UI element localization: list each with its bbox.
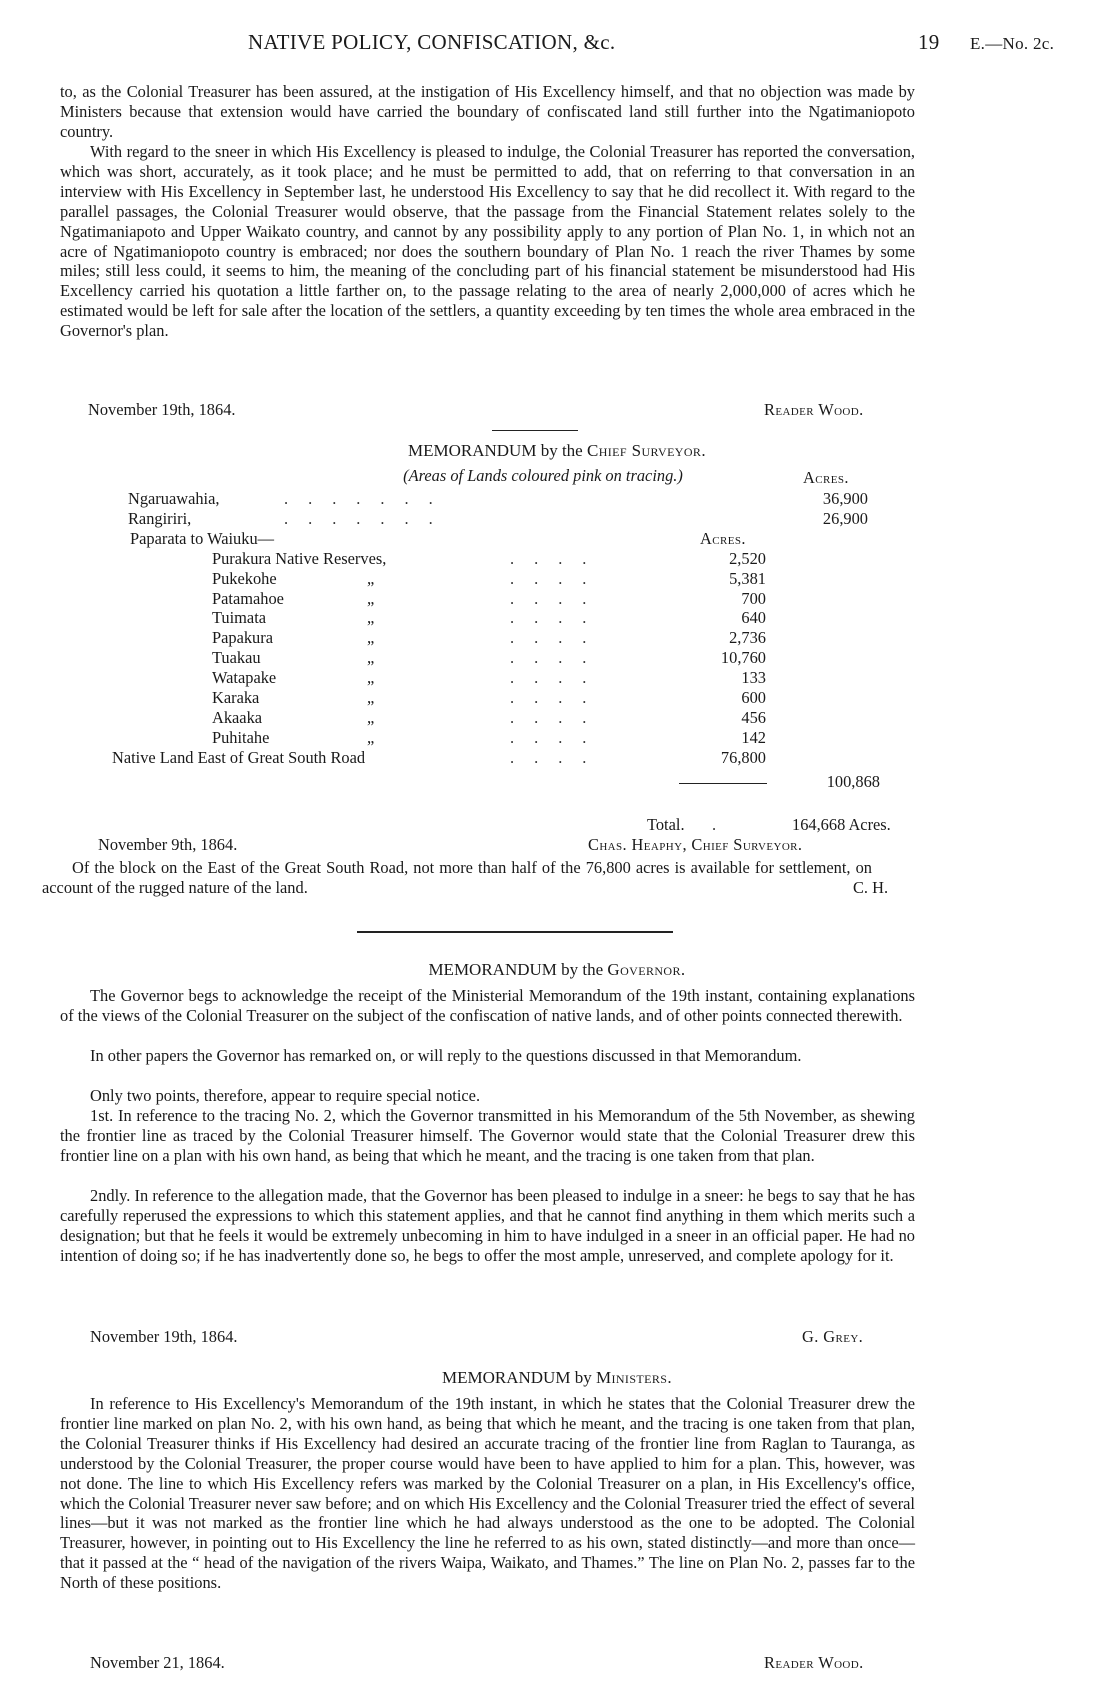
letter-signature: Reader Wood.: [764, 400, 864, 419]
governor-paragraph-2: In other papers the Governor has remarked on, or will reply to the questions discussed in that Memorandum.: [90, 1046, 802, 1065]
acre-row-leader: ....: [510, 568, 607, 588]
governor-paragraph-1: The Governor begs to acknowledge the receipt of the Ministerial Memorandum of the 19th instant, containing explanations of the views of the Colonial Treasurer on the subject of the confiscation of native lands, and of other points connected therewith.: [60, 986, 915, 1025]
memo-heading-prefix: MEMORANDUM by the: [408, 441, 583, 460]
acre-row-value: 142: [741, 727, 766, 747]
total-leader: .: [712, 815, 737, 834]
governor-paragraph-5: 2ndly. In reference to the allegation made, that the Governor has been pleased to indulge in a sneer: he begs to say that he has carefully reperused the expressions to which this statement applies, and that he cannot find anything in them which merits such a designation; but that he feels it would be extremely unbecoming in him to have indulged in a sneer in an official paper. He had no intention of doing so; if he has inadvertently done so, he begs to offer the most ample, unreserved, and complete apology for it.: [60, 1186, 915, 1265]
governor-signature: G. Grey.: [802, 1327, 864, 1346]
total-label: Total.: [647, 815, 685, 834]
document-reference: E.—No. 2c.: [970, 34, 1055, 53]
ministers-paragraph-1: In reference to His Excellency's Memorandum of the 19th instant, in which he states that the Colonial Treasurer drew the frontier line marked on plan No. 2, with his own hand, as being that which he meant, and the tracing is one taken from that plan, the Colonial Treasurer thinks if His Excellency had desired an accurate tracing of the frontier line from Raglan to Tauranga, as understood by the Colonial Treasurer, the proper course would have been to have applied to him for a plan. This, however, was not done. The line to which His Excellency refers was marked by the Colonial Treasurer on a plan, in His Excellency's office, which the Colonial Treasurer never saw before; and on which His Excellency and the Colonial Treasurer tried the effect of several lines—but it was not marked as the frontier line which he had always understood as the one to be adopted. The Colonial Treasurer, however, in pointing out to His Excellency the line he referred to as his own, stated distinctly—and more than once—that it passed at the “ head of the navigation of the rivers Waipa, Waikato, and Thames.” The line on Plan No. 2, passes far to the North of these positions.: [60, 1394, 915, 1593]
acre-row-leader: ....: [510, 548, 607, 568]
running-header-title: NATIVE POLICY, CONFISCATION, &c.: [248, 30, 616, 54]
memo-heading-author: Ministers.: [595, 1368, 672, 1387]
surveyor-note-initials: C. H.: [853, 878, 889, 897]
acre-group-label: Paparata to Waiuku—: [130, 528, 275, 548]
acre-row-name: Papakura: [212, 628, 273, 648]
acre-row-leader: ....: [510, 668, 607, 688]
acre-row-value: 26,900: [822, 508, 868, 528]
acre-row-name: Akaaka: [212, 707, 263, 727]
acre-row-name: Purakura Native Reserves,: [212, 548, 387, 568]
acre-row-name: Tuimata: [212, 608, 267, 628]
ditto-mark: „: [367, 608, 375, 628]
acre-row-leader: ....: [510, 648, 607, 668]
ditto-mark: „: [367, 668, 375, 688]
group-total: 100,868: [826, 772, 880, 791]
governor-memo-date: November 19th, 1864.: [90, 1327, 238, 1346]
page-number: 19: [918, 30, 940, 54]
acre-row-value: 700: [741, 588, 766, 608]
memo-surveyor-heading: [0, 441, 1114, 461]
acre-row-value: 10,760: [720, 648, 766, 668]
letter-date: November 19th, 1864.: [88, 400, 236, 419]
acre-row-value: 600: [741, 688, 766, 707]
memo-surveyor-subheading: (Areas of Lands coloured pink on tracing.): [403, 466, 683, 485]
letter-paragraph-1: to, as the Colonial Treasurer has been assured, at the instigation of His Excellency himself, and that no objection was made by Ministers because that extension would have carried the boundary of confiscated land still further into the Ngatimaniopoto country.: [60, 82, 915, 141]
total-value: 164,668 Acres.: [792, 815, 891, 834]
subtotal-rule: [679, 783, 767, 784]
acre-row-name: Karaka: [212, 688, 260, 707]
acre-row-name: Watapake: [212, 668, 277, 688]
acre-row-name: Native Land East of Great South Road: [112, 747, 366, 767]
acre-row-leader: ....: [510, 628, 607, 648]
ditto-mark: „: [367, 688, 375, 707]
acre-row-leader: ....: [510, 588, 607, 608]
acre-row-value: 133: [741, 668, 766, 688]
acre-row-value: 2,736: [729, 628, 766, 648]
governor-paragraph-3: Only two points, therefore, appear to require special notice.: [90, 1086, 481, 1105]
acre-row-value: 76,800: [720, 747, 766, 767]
acre-row-leader: ....: [510, 608, 607, 628]
acre-row-leader: ....: [510, 688, 607, 707]
memo-heading-author: Governor.: [607, 960, 686, 979]
surveyor-memo-date: November 9th, 1864.: [98, 835, 238, 854]
memo-governor-heading: [0, 960, 1114, 980]
acre-row-name: Rangiriri,: [128, 508, 192, 528]
acre-row-leader: .......: [284, 508, 453, 528]
surveyor-note: Of the block on the East of the Great South Road, not more than half of the 76,800 acres is available for settlement, on account of the rugged nature of the land.: [42, 858, 872, 897]
memo-heading-author: Chief Surveyor.: [586, 441, 706, 460]
memo-heading-prefix: MEMORANDUM by: [441, 1368, 592, 1387]
acre-row-value: 36,900: [822, 489, 868, 508]
ditto-mark: „: [367, 707, 375, 727]
ditto-mark: „: [367, 568, 375, 588]
acres-column-header: Acres.: [803, 468, 849, 487]
memo-heading-prefix: MEMORANDUM by the: [428, 960, 604, 979]
ditto-mark: „: [367, 648, 375, 668]
acre-row-name: Pukekohe: [212, 568, 277, 588]
acre-row-value: 456: [741, 707, 766, 727]
acre-row-value: 640: [741, 608, 766, 628]
acre-row-name: Patamahoe: [212, 588, 284, 608]
section-divider: [492, 430, 578, 431]
section-divider: [357, 931, 673, 933]
acre-row-value: 2,520: [729, 548, 766, 568]
ditto-mark: „: [367, 588, 375, 608]
letter-paragraph-2: With regard to the sneer in which His Excellency is pleased to indulge, the Colonial Treasurer has reported the conversation, which was short, accurately, as it took place; and he must be permitted to add, that on referring to that conversation in an interview with His Excellency in September last, he understood His Excellency to say that he did recollect it. With regard to the parallel passages, the Colonial Treasurer would observe, that the passage from the Financial Statement relates solely to the Ngatimaniapoto and Upper Waikato country, and cannot by any possibility apply to any portion of Plan No. 1, in which not an acre of Ngatimaniopoto country is embraced; nor does the southern boundary of Plan No. 1 reach the river Thames by some miles; still less could, it seems to him, the meaning of the concluding part of his financial statement be misunderstood had His Excellency carried his quotation a little farther on, to the passage relating to the area of nearly 2,000,000 of acres which he estimated would be left for sale after the location of the settlers, a quantity exceeding by ten times the whole area embraced in the Governor's plan.: [60, 142, 915, 341]
governor-paragraph-4: 1st. In reference to the tracing No. 2, which the Governor transmitted in his Memorandum of the 5th November, as shewing the frontier line as traced by the Colonial Treasurer himself. The Governor would state that the Colonial Treasurer drew this frontier line on a plan with his own hand, as being that which he meant, and the tracing is one taken from that plan.: [60, 1106, 915, 1165]
acre-row-name: Tuakau: [212, 648, 261, 668]
acre-row-leader: ....: [510, 727, 607, 747]
acre-row-value: 5,381: [729, 568, 766, 588]
acre-row-name: Ngaruawahia,: [128, 489, 220, 508]
acre-row-leader: ....: [510, 707, 607, 727]
ditto-mark: „: [367, 628, 375, 648]
acre-row-leader: ....: [510, 747, 607, 767]
acre-row-name: Puhitahe: [212, 727, 270, 747]
ditto-mark: „: [367, 727, 375, 747]
ministers-signature: Reader Wood.: [764, 1653, 864, 1672]
surveyor-signature: Chas. Heaphy, Chief Surveyor.: [588, 835, 803, 854]
memo-ministers-heading: [0, 1368, 1114, 1388]
ministers-memo-date: November 21, 1864.: [90, 1653, 225, 1672]
acre-row-leader: .......: [284, 489, 453, 508]
acres-subcolumn-header: Acres.: [700, 528, 746, 548]
